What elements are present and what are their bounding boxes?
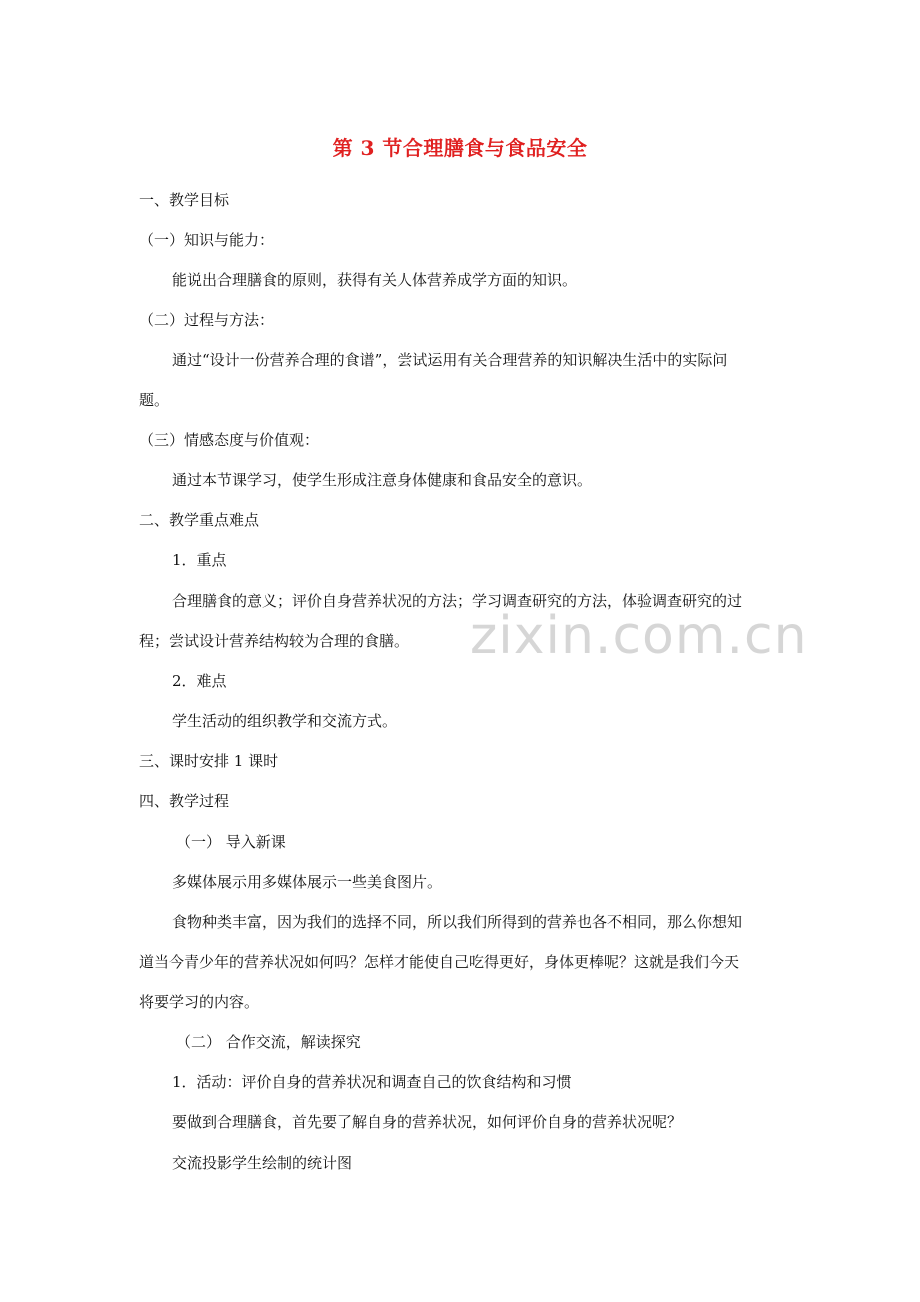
subheading-cooperation: （二） 合作交流，解读探究	[176, 1033, 361, 1051]
subheading-attitude-values: （三）情感态度与价值观：	[139, 431, 320, 449]
paragraph-activity: 1．活动：评价自身的营养状况和调查自己的饮食结构和习惯	[172, 1073, 572, 1091]
paragraph-intro-line3: 将要学习的内容。	[139, 993, 260, 1011]
document-title: 第 3 节合理膳食与食品安全	[332, 136, 588, 160]
paragraph-process-line1: 通过“设计一份营养合理的食谱”，尝试运用有关合理营养的知识解决生活中的实际问	[172, 351, 728, 369]
section-heading-objectives: 一、教学目标	[139, 191, 230, 209]
paragraph-intro-line2: 道当今青少年的营养状况如何吗？怎样才能使自己吃得更好，身体更棒呢？这就是我们今天	[139, 953, 740, 971]
subheading-knowledge-ability: （一）知识与能力：	[139, 231, 275, 249]
section-heading-process: 四、教学过程	[139, 792, 230, 810]
watermark-text: zixin.com.cn	[470, 606, 808, 666]
paragraph-projection: 交流投影学生绘制的统计图	[172, 1154, 353, 1172]
section-heading-schedule: 三、课时安排 1 课时	[139, 752, 279, 770]
section-heading-key-points: 二、教学重点难点	[139, 511, 260, 529]
paragraph-multimedia: 多媒体展示用多媒体展示一些美食图片。	[172, 873, 443, 891]
subheading-introduction: （一） 导入新课	[176, 833, 286, 851]
paragraph-nutrition-question: 要做到合理膳食，首先要了解自身的营养状况，如何评价自身的营养状况呢？	[172, 1113, 683, 1131]
subheading-process-method: （二）过程与方法：	[139, 311, 275, 329]
paragraph-process-line2: 题。	[139, 391, 170, 409]
subheading-key-point: 1．重点	[172, 551, 227, 569]
paragraph-key-point-line2: 程；尝试设计营养结构较为合理的食膳。	[139, 632, 410, 650]
paragraph-difficulty: 学生活动的组织教学和交流方式。	[172, 712, 398, 730]
paragraph-intro-line1: 食物种类丰富，因为我们的选择不同，所以我们所得到的营养也各不相同，那么你想知	[172, 913, 743, 931]
paragraph-attitude: 通过本节课学习，使学生形成注意身体健康和食品安全的意识。	[172, 471, 593, 489]
paragraph-key-point-line1: 合理膳食的意义；评价自身营养状况的方法；学习调查研究的方法，体验调查研究的过	[172, 592, 743, 610]
paragraph-knowledge: 能说出合理膳食的原则，获得有关人体营养成学方面的知识。	[172, 271, 578, 289]
subheading-difficulty: 2．难点	[172, 672, 227, 690]
